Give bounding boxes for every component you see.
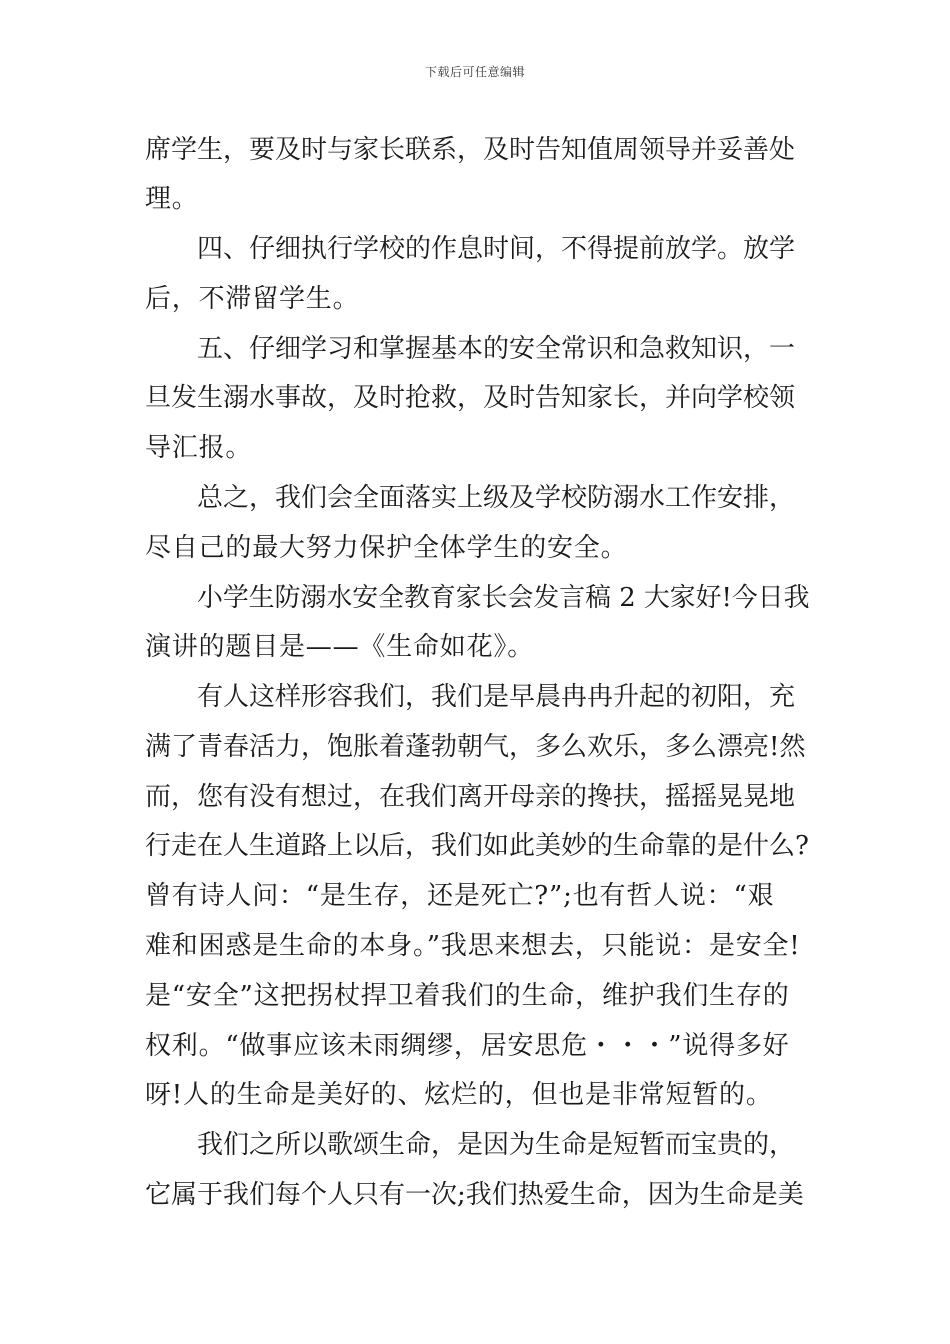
text-line: 难和困惑是生命的本身。”我思来想去，只能说：是安全! xyxy=(145,931,801,961)
text-line: 尽自己的最大努力保护全体学生的安全。 xyxy=(145,533,628,563)
text-line: 满了青春活力，饱胀着蓬勃朝气，多么欢乐，多么漂亮!然 xyxy=(145,732,806,762)
text-line: 权利。“做事应该未雨绸缪，居安思危・・・”说得多好 xyxy=(145,1031,790,1061)
text-line: 后，不滞留学生。 xyxy=(145,284,360,314)
text-line: 小学生防溺水安全教育家长会发言稿 2 大家好!今日我 xyxy=(197,583,810,613)
text-line: 行走在人生道路上以后，我们如此美妙的生命靠的是什么? xyxy=(145,831,809,861)
text-line: 导汇报。 xyxy=(145,433,253,463)
page-header: 下载后可任意编辑 xyxy=(424,65,525,79)
text-line: 席学生，要及时与家长联系，及时告知值周领导并妥善处 xyxy=(145,135,796,165)
text-line: 有人这样形容我们，我们是早晨冉冉升起的初阳，充 xyxy=(197,682,796,712)
text-line: 它属于我们每个人只有一次;我们热爱生命，因为生命是美 xyxy=(145,1180,804,1210)
text-line: 理。 xyxy=(145,184,199,214)
text-line: 我们之所以歌颂生命，是因为生命是短暂而宝贵的， xyxy=(197,1130,796,1160)
text-line: 而，您有没有想过，在我们离开母亲的搀扶，摇摇晃晃地 xyxy=(145,782,796,812)
text-line: 呀!人的生命是美好的、炫烂的，但也是非常短暂的。 xyxy=(145,1080,773,1110)
text-line: 曾有诗人问：“是生存，还是死亡?”;也有哲人说：“艰 xyxy=(145,881,775,911)
text-line: 总之，我们会全面落实上级及学校防溺水工作安排， xyxy=(197,483,796,513)
text-line: 五、仔细学习和掌握基本的安全常识和急救知识，一 xyxy=(197,334,796,364)
text-line: 是“安全”这把拐杖捍卫着我们的生命，维护我们生存的 xyxy=(145,981,790,1011)
text-line: 旦发生溺水事故，及时抢救，及时告知家长，并向学校领 xyxy=(145,383,796,413)
text-line: 演讲的题目是——《生命如花》。 xyxy=(145,632,535,662)
text-line: 四、仔细执行学校的作息时间，不得提前放学。放学 xyxy=(197,234,796,264)
